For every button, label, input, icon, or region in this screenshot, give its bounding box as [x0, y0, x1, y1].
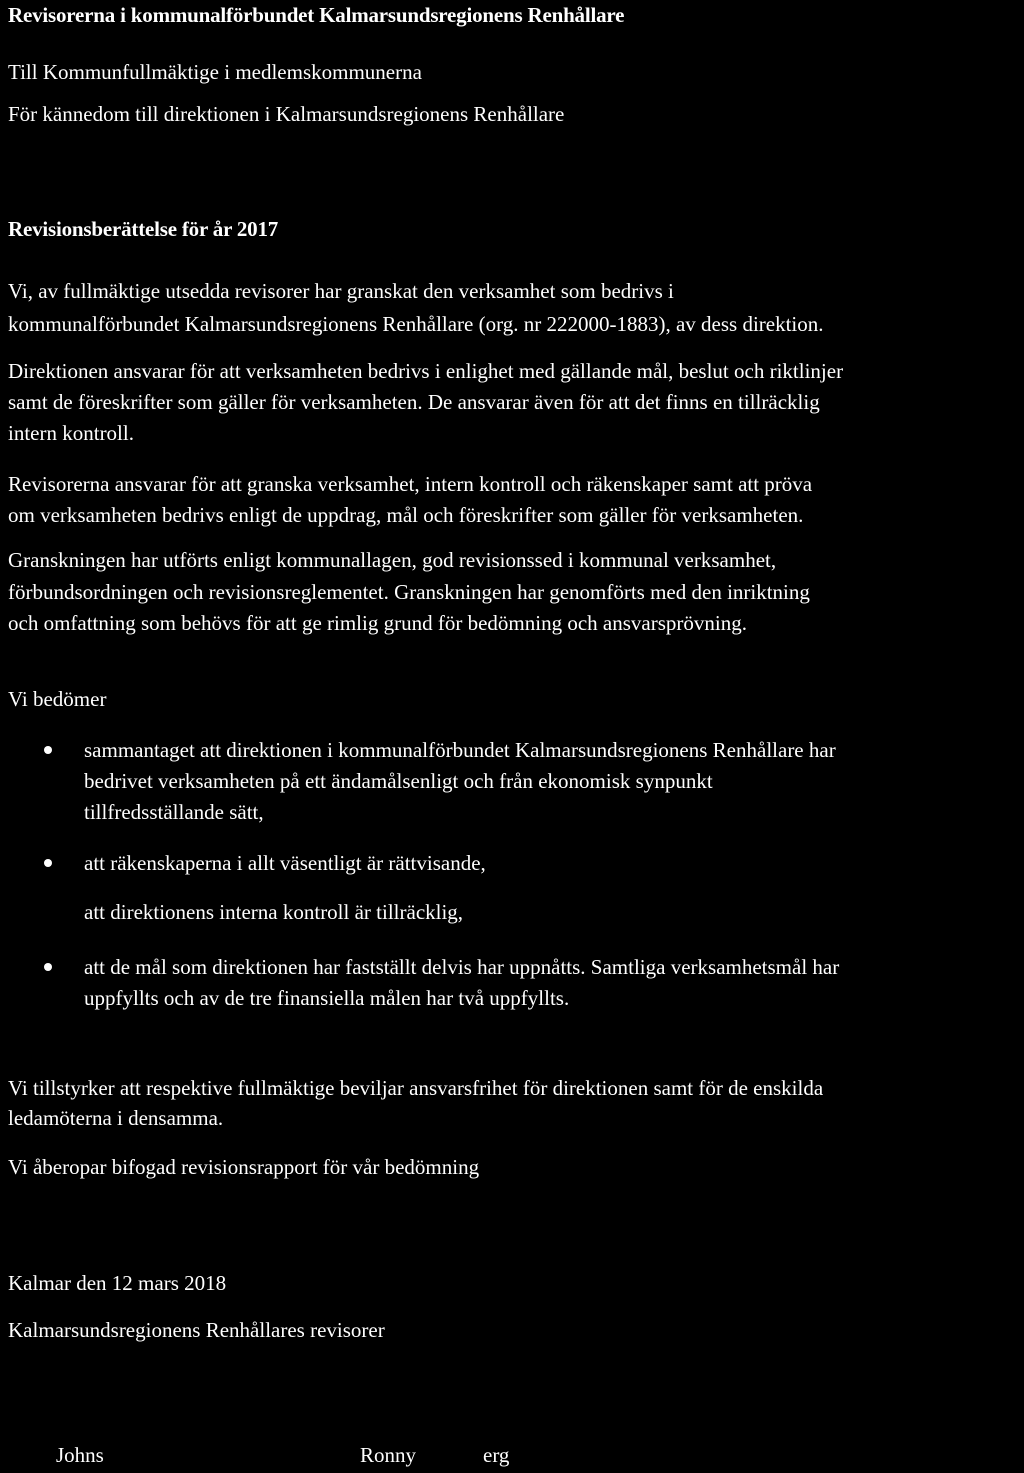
- signature-name: Ronny: [360, 1443, 417, 1467]
- paragraph-2-line: samt de föreskrifter som gäller för verksamheten. De ansvarar även för att det finns en tillräcklig: [8, 390, 820, 414]
- bullet-icon: [44, 746, 52, 754]
- paragraph-2-line: Direktionen ansvarar för att verksamheten bedrivs i enlighet med gällande mål, beslut och riktlinjer: [8, 359, 844, 383]
- bullet-3-line: att direktionens interna kontroll är tillräcklig,: [84, 900, 464, 924]
- paragraph-4-line: och omfattning som behövs för att ge rimlig grund för bedömning och ansvarsprövning.: [8, 611, 747, 635]
- recipient-line-2: För kännedom till direktionen i Kalmarsundsregionens Renhållare: [8, 102, 565, 126]
- paragraph-4-line: förbundsordningen och revisionsreglementet. Granskningen har genomförts med den inriktning: [8, 580, 810, 604]
- bullet-1-line: tillfredsställande sätt,: [84, 800, 264, 824]
- paragraph-1-line: kommunalförbundet Kalmarsundsregionens Renhållare (org. nr 222000-1883), av dess direktion.: [8, 312, 824, 336]
- paragraph-3-line: om verksamheten bedrivs enligt de uppdrag, mål och föreskrifter som gäller för verksamheten.: [8, 503, 804, 527]
- signature-name: erg: [483, 1443, 510, 1467]
- paragraph-1-line: Vi, av fullmäktige utsedda revisorer har granskat den verksamhet som bedrivs i: [8, 279, 674, 303]
- document-title: Revisorerna i kommunalförbundet Kalmarsundsregionens Renhållare: [8, 3, 625, 27]
- bullet-4-line: att de mål som direktionen har fastställt delvis har uppnåtts. Samtliga verksamhetsmål har: [84, 955, 840, 979]
- place-date: Kalmar den 12 mars 2018: [8, 1271, 227, 1295]
- signature-name: Johns: [56, 1443, 104, 1467]
- recommendation-line: ledamöterna i densamma.: [8, 1106, 224, 1130]
- bullet-icon: [44, 859, 52, 867]
- bullet-icon: [44, 963, 52, 971]
- bullet-4-line: uppfyllts och av de tre finansiella målen har två uppfyllts.: [84, 986, 570, 1010]
- recipient-line-1: Till Kommunfullmäktige i medlemskommunerna: [8, 60, 422, 84]
- paragraph-3-line: Revisorerna ansvarar för att granska verksamhet, intern kontroll och räkenskaper samt att pröva: [8, 472, 813, 496]
- paragraph-4-line: Granskningen har utförts enligt kommunallagen, god revisionssed i kommunal verksamhet,: [8, 548, 777, 572]
- bullet-1-line: sammantaget att direktionen i kommunalförbundet Kalmarsundsregionens Renhållare har: [84, 738, 836, 762]
- bullet-2-line: att räkenskaperna i allt väsentligt är rättvisande,: [84, 851, 486, 875]
- report-heading: Revisionsberättelse för år 2017: [8, 217, 279, 241]
- bullet-1-line: bedrivet verksamheten på ett ändamålsenligt och från ekonomisk synpunkt: [84, 769, 713, 793]
- signatory-group: Kalmarsundsregionens Renhållares revisorer: [8, 1318, 385, 1342]
- assessment-intro: Vi bedömer: [8, 687, 107, 711]
- recommendation-line: Vi tillstyrker att respektive fullmäktige beviljar ansvarsfrihet för direktionen samt för de enskilda: [8, 1076, 824, 1100]
- paragraph-2-line: intern kontroll.: [8, 421, 134, 445]
- reference-line: Vi åberopar bifogad revisionsrapport för vår bedömning: [8, 1155, 480, 1179]
